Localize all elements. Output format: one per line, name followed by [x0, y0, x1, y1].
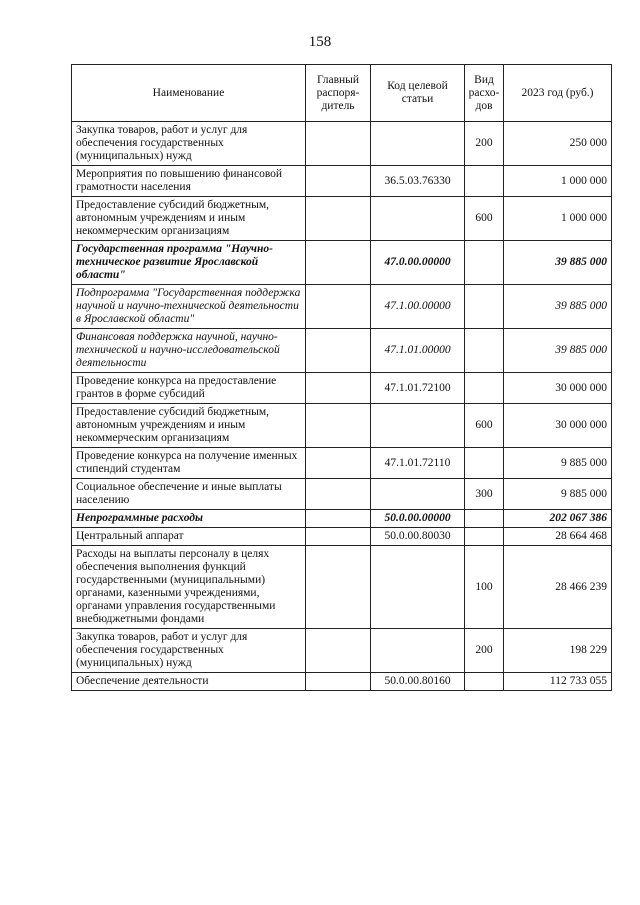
row-admin-cell	[306, 528, 371, 546]
row-name-cell: Расходы на выплаты персоналу в целях обеспечения выполнения функций государственными (муниципальными) органами, казенными учреждениями, органами управления государственными внебюджетными фондами	[72, 546, 306, 629]
table-row	[72, 241, 612, 285]
row-amount-cell: 30 000 000	[504, 373, 612, 404]
table-row	[72, 197, 612, 241]
table-row	[72, 673, 612, 691]
row-amount-cell: 39 885 000	[504, 241, 612, 285]
row-amount-cell: 39 885 000	[504, 285, 612, 329]
row-code-cell: 47.1.01.72100	[371, 373, 465, 404]
row-amount-cell: 9 885 000	[504, 479, 612, 510]
table-row	[72, 285, 612, 329]
row-admin-cell	[306, 166, 371, 197]
table-row	[72, 528, 612, 546]
table-row	[72, 373, 612, 404]
row-name-cell: Подпрограмма "Государственная поддержка научной и научно-технической деятельности в Ярославской области"	[72, 285, 306, 329]
row-type-cell	[465, 510, 504, 528]
table-header-row	[72, 65, 612, 122]
row-amount-cell: 1 000 000	[504, 197, 612, 241]
row-admin-cell	[306, 673, 371, 691]
row-code-cell	[371, 546, 465, 629]
row-name-cell: Проведение конкурса на получение именных стипендий студентам	[72, 448, 306, 479]
row-name-cell: Предоставление субсидий бюджетным, автономным учреждениям и иным некоммерческим организациям	[72, 197, 306, 241]
row-type-cell	[465, 329, 504, 373]
row-admin-cell	[306, 448, 371, 479]
table-row	[72, 510, 612, 528]
row-admin-cell	[306, 404, 371, 448]
row-admin-cell	[306, 241, 371, 285]
header-code: Код целевой статьи	[371, 65, 465, 122]
row-type-cell: 200	[465, 629, 504, 673]
header-amount: 2023 год (руб.)	[504, 65, 612, 122]
row-amount-cell: 112 733 055	[504, 673, 612, 691]
row-admin-cell	[306, 373, 371, 404]
row-code-cell	[371, 629, 465, 673]
header-admin: Главный распоря-дитель	[306, 65, 371, 122]
budget-table	[71, 64, 612, 691]
row-amount-cell: 28 466 239	[504, 546, 612, 629]
row-code-cell: 47.1.01.72110	[371, 448, 465, 479]
row-amount-cell: 198 229	[504, 629, 612, 673]
page-number: 158	[308, 34, 332, 50]
row-admin-cell	[306, 285, 371, 329]
table-row	[72, 546, 612, 629]
row-name-cell: Центральный аппарат	[72, 528, 306, 546]
row-type-cell: 600	[465, 197, 504, 241]
row-admin-cell	[306, 629, 371, 673]
table-row	[72, 122, 612, 166]
row-amount-cell: 30 000 000	[504, 404, 612, 448]
row-amount-cell: 202 067 386	[504, 510, 612, 528]
row-code-cell: 47.0.00.00000	[371, 241, 465, 285]
row-name-cell: Обеспечение деятельности	[72, 673, 306, 691]
row-code-cell: 50.0.00.80030	[371, 528, 465, 546]
row-type-cell: 100	[465, 546, 504, 629]
row-amount-cell: 28 664 468	[504, 528, 612, 546]
row-admin-cell	[306, 197, 371, 241]
row-name-cell: Закупка товаров, работ и услуг для обеспечения государственных (муниципальных) нужд	[72, 629, 306, 673]
row-code-cell	[371, 404, 465, 448]
row-type-cell	[465, 285, 504, 329]
row-code-cell: 47.1.00.00000	[371, 285, 465, 329]
row-name-cell: Непрограммные расходы	[72, 510, 306, 528]
row-code-cell	[371, 479, 465, 510]
table-row	[72, 629, 612, 673]
row-name-cell: Финансовая поддержка научной, научно-технической и научно-исследовательской деятельности	[72, 329, 306, 373]
row-code-cell	[371, 122, 465, 166]
row-type-cell	[465, 448, 504, 479]
row-code-cell: 50.0.00.00000	[371, 510, 465, 528]
table-row	[72, 404, 612, 448]
row-type-cell	[465, 373, 504, 404]
row-name-cell: Мероприятия по повышению финансовой грамотности населения	[72, 166, 306, 197]
row-name-cell: Социальное обеспечение и иные выплаты населению	[72, 479, 306, 510]
table-row	[72, 166, 612, 197]
row-type-cell	[465, 528, 504, 546]
table-row	[72, 448, 612, 479]
table-row	[72, 479, 612, 510]
row-amount-cell: 250 000	[504, 122, 612, 166]
row-type-cell: 300	[465, 479, 504, 510]
row-admin-cell	[306, 510, 371, 528]
row-name-cell: Закупка товаров, работ и услуг для обеспечения государственных (муниципальных) нужд	[72, 122, 306, 166]
row-name-cell: Предоставление субсидий бюджетным, автономным учреждениям и иным некоммерческим организациям	[72, 404, 306, 448]
row-code-cell: 36.5.03.76330	[371, 166, 465, 197]
row-admin-cell	[306, 479, 371, 510]
row-type-cell: 200	[465, 122, 504, 166]
row-admin-cell	[306, 546, 371, 629]
row-amount-cell: 9 885 000	[504, 448, 612, 479]
row-amount-cell: 1 000 000	[504, 166, 612, 197]
row-code-cell: 47.1.01.00000	[371, 329, 465, 373]
row-type-cell	[465, 241, 504, 285]
row-name-cell: Проведение конкурса на предоставление грантов в форме субсидий	[72, 373, 306, 404]
table-row	[72, 329, 612, 373]
row-amount-cell: 39 885 000	[504, 329, 612, 373]
row-code-cell: 50.0.00.80160	[371, 673, 465, 691]
header-type: Вид расхо-дов	[465, 65, 504, 122]
header-name: Наименование	[72, 65, 306, 122]
row-type-cell: 600	[465, 404, 504, 448]
row-name-cell: Государственная программа "Научно-техническое развитие Ярославской области"	[72, 241, 306, 285]
row-type-cell	[465, 166, 504, 197]
row-code-cell	[371, 197, 465, 241]
row-admin-cell	[306, 122, 371, 166]
row-type-cell	[465, 673, 504, 691]
row-admin-cell	[306, 329, 371, 373]
